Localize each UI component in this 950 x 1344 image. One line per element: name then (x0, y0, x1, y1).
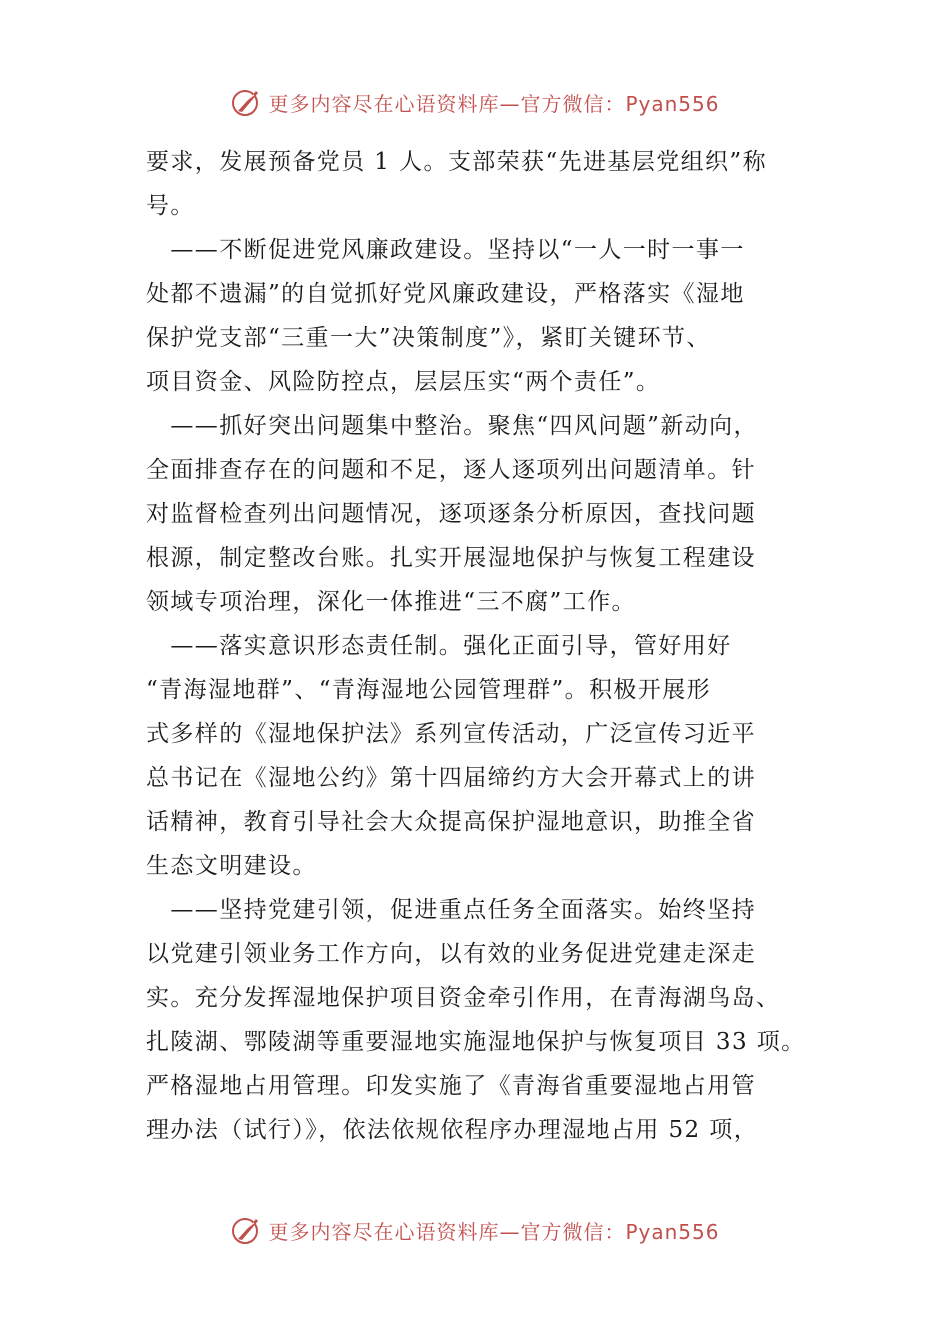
body-text-line: 式多样的《湿地保护法》系列宣传活动，广泛宣传习近平 (146, 721, 756, 747)
quill-pen-logo-icon (230, 1213, 264, 1247)
footer-watermark (0, 1210, 950, 1250)
body-text-line: 全面排查存在的问题和不足，逐人逐项列出问题清单。针 (146, 457, 756, 483)
body-text-line: 扎陵湖、鄂陵湖等重要湿地实施湿地保护与恢复项目 33 项。 (146, 1029, 806, 1055)
document-body (146, 140, 810, 1152)
body-text-line: ——坚持党建引领，促进重点任务全面落实。始终坚持 (146, 897, 756, 923)
body-text-line: ——抓好突出问题集中整治。聚焦“四风问题”新动向， (146, 413, 758, 439)
header-watermark (0, 82, 950, 122)
body-text-line: 根源，制定整改台账。扎实开展湿地保护与恢复工程建设 (146, 545, 756, 571)
footer-watermark-text: 更多内容尽在心语资料库—官方微信：Pyan556 (268, 1219, 720, 1244)
body-text-line: 生态文明建设。 (146, 853, 317, 879)
body-text-line: 以党建引领业务工作方向，以有效的业务促进党建走深走 (146, 941, 756, 967)
body-text-line: 项目资金、风险防控点，层层压实“两个责任”。 (146, 369, 661, 395)
body-text-line: 实。充分发挥湿地保护项目资金牵引作用，在青海湖鸟岛、 (146, 985, 781, 1011)
body-text-line: ——不断促进党风廉政建设。坚持以“一人一时一事一 (146, 237, 745, 263)
header-watermark-text: 更多内容尽在心语资料库—官方微信：Pyan556 (268, 91, 720, 116)
body-text-line: 对监督检查列出问题情况，逐项逐条分析原因，查找问题 (146, 501, 756, 527)
body-text-line: “青海湿地群”、“青海湿地公园管理群”。积极开展形 (146, 677, 712, 703)
body-text-line: 处都不遗漏”的自觉抓好党风廉政建设，严格落实《湿地 (146, 281, 745, 307)
body-text-line: 要求，发展预备党员 1 人。支部荣获“先进基层党组织”称 (146, 149, 767, 175)
body-text-line: 领域专项治理，深化一体推进“三不腐”工作。 (146, 589, 636, 615)
body-text-line: 保护党支部“三重一大”决策制度”》，紧盯关键环节、 (146, 325, 711, 351)
body-text-line: ——落实意识形态责任制。强化正面引导，管好用好 (146, 633, 732, 659)
body-text-line: 号。 (146, 193, 195, 219)
body-text-line: 话精神，教育引导社会大众提高保护湿地意识，助推全省 (146, 809, 756, 835)
quill-pen-logo-icon (230, 85, 264, 119)
body-text-line: 总书记在《湿地公约》第十四届缔约方大会开幕式上的讲 (146, 765, 756, 791)
body-text-line: 理办法（试行）》，依法依规依程序办理湿地占用 52 项， (146, 1117, 759, 1143)
body-text-line: 严格湿地占用管理。印发实施了《青海省重要湿地占用管 (146, 1073, 756, 1099)
